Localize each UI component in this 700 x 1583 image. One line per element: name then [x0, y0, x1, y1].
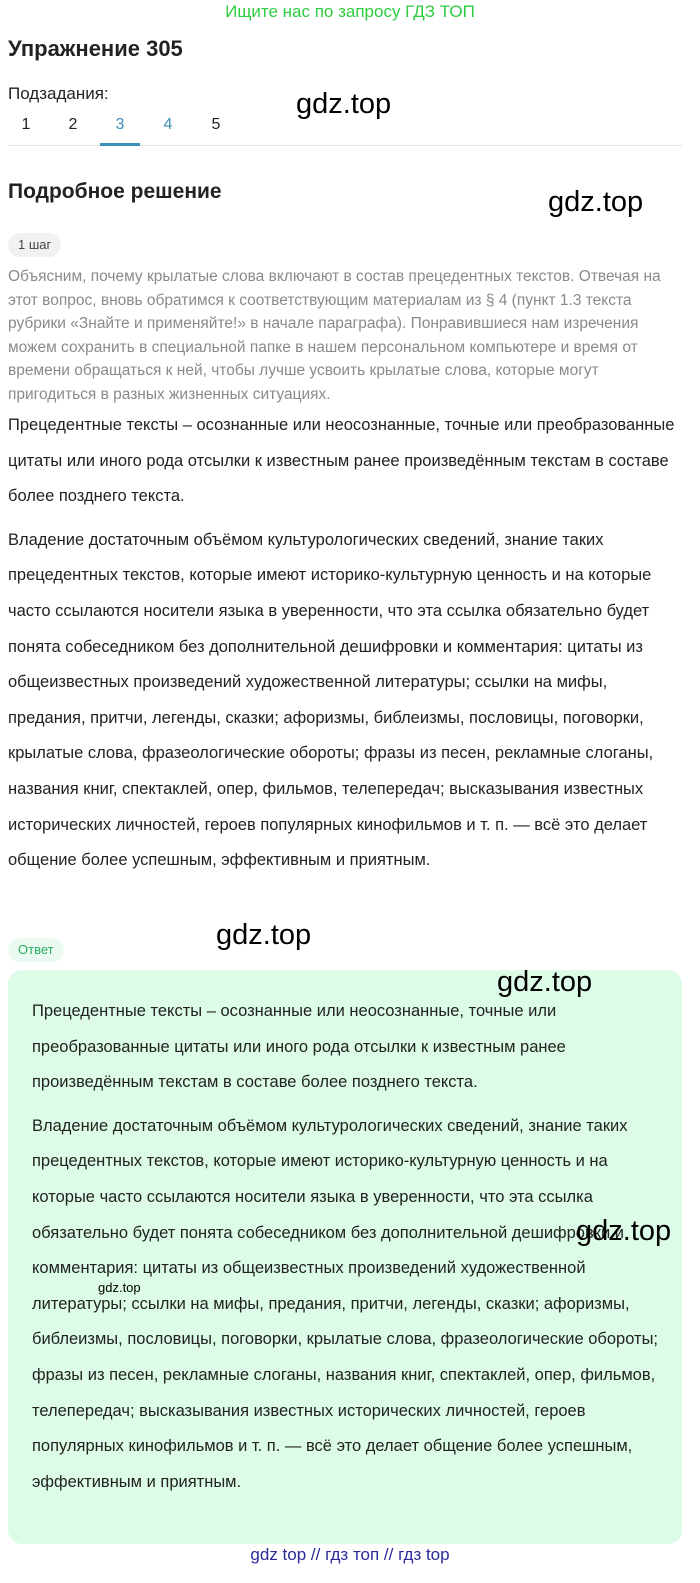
watermark: gdz.top: [576, 1215, 672, 1247]
tab-subtask-5[interactable]: 5: [211, 116, 221, 133]
watermark: gdz.top: [296, 88, 392, 120]
step-text: Объясним, почему крылатые слова включают в состав прецедентных текстов. Отвечая на этот вопрос, вновь обратимся к соответствующим материалам из § 4 (пункт 1.3 текста рубрики «Знайте и применяйте!» в начале параграфа). Понравившиеся нам изречения можем сохранить в специальной папке в нашем персональном компьютере и время от времени обращаться к ней, чтобы лучше усвоить крылатые слова, которые могут пригодиться в разных жизненных ситуациях.: [8, 268, 661, 403]
watermark-small: gdz.top: [98, 1280, 141, 1295]
footer-links[interactable]: gdz top // гдз топ // гдз top: [250, 1545, 450, 1564]
answer-box: [8, 966, 682, 1544]
watermark: gdz.top: [548, 186, 644, 218]
solution-paragraph-2: Владение достаточным объёмом культурологических сведений, знание таких прецедентных текстов, которые имеют историко-культурную ценность и на которые часто ссылаются носители языка в уверенности, что эта ссылка обязательно будет понята собеседником без дополнительной дешифровки и комментария: цитаты из общеизвестных произведений художественной литературы; ссылки на мифы, предания, притчи, легенды, сказки; афоризмы, библеизмы, пословицы, поговорки, крылатые слова, фразеологические обороты; фразы из песен, рекламные слоганы, названия книг, спектаклей, опер, фильмов, телепередач; высказывания известных исторических личностей, героев популярных кинофильмов и т. п. — всё это делает общение более успешным, эффективным и приятным.: [8, 530, 654, 870]
solution-paragraph-1: Прецедентные тексты – осознанные или неосознанные, точные или преобразованные цитаты или иного рода отсылки к известным ранее произведённым текстам в составе более позднего текста.: [8, 416, 675, 506]
tab-subtask-3[interactable]: 3: [100, 110, 140, 146]
tab-subtask-4[interactable]: 4: [163, 116, 173, 133]
watermark: gdz.top: [216, 919, 312, 951]
watermark: gdz.top: [497, 966, 593, 998]
top-banner-link[interactable]: Ищите нас по запросу ГДЗ ТОП: [225, 2, 475, 21]
tab-subtask-2[interactable]: 2: [68, 116, 78, 133]
page-title: Упражнение 305: [8, 36, 183, 61]
answer-badge: Ответ: [8, 938, 64, 962]
answer-paragraph-2: Владение достаточным объёмом культурологических сведений, знание таких прецедентных текстов, которые имеют историко-культурную ценность и на которые часто ссылаются носители языка в уверенности, что эта ссылка обязательно будет понята собеседником без дополнительной дешифровки и комментария: цитаты из общеизвестных произведений художественной литературы; ссылки на мифы, предания, притчи, легенды, сказки; афоризмы, библеизмы, пословицы, поговорки, крылатые слова, фразеологические обороты; фразы из песен, рекламные слоганы, названия книг, спектаклей, опер, фильмов, телепередач; высказывания известных исторических личностей, героев популярных кинофильмов и т. п. — всё это делает общение более успешным, эффективным и приятным.: [32, 1116, 659, 1491]
tab-subtask-1[interactable]: 1: [21, 116, 31, 133]
solution-text: [8, 408, 684, 887]
answer-paragraph-1: Прецедентные тексты – осознанные или неосознанные, точные или преобразованные цитаты или иного рода отсылки к известным ранее произведённым текстам в составе более позднего текста.: [32, 1002, 566, 1092]
section-title: Подробное решение: [8, 180, 222, 203]
step-badge: 1 шаг: [8, 233, 61, 257]
subtasks-label: Подзадания:: [8, 84, 109, 103]
